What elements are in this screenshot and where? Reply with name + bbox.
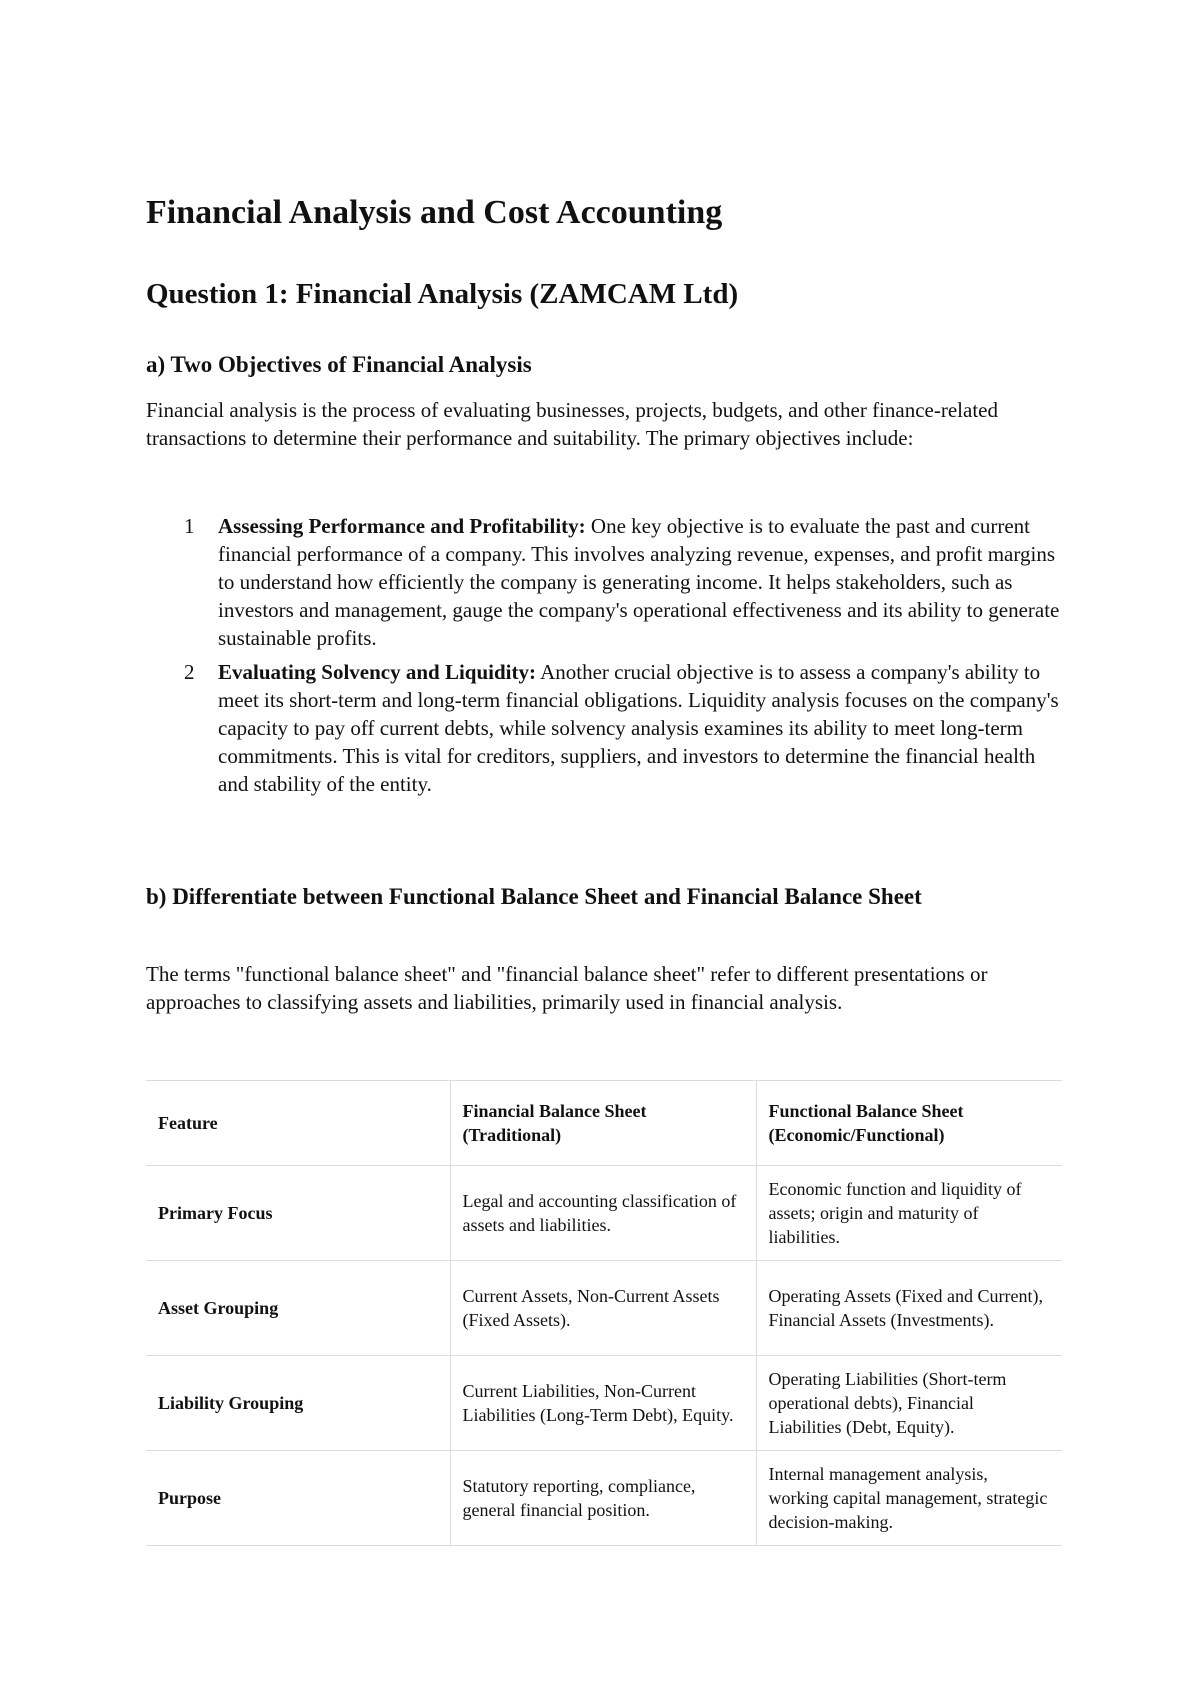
table-header-cell: Financial Balance Sheet (Traditional) [450,1081,756,1166]
table-cell: Operating Liabilities (Short-term operational debts), Financial Liabilities (Debt, Equity). [756,1356,1062,1451]
table-row [146,1166,1062,1261]
table-cell-feature: Liability Grouping [146,1356,450,1451]
document-title: Financial Analysis and Cost Accounting [146,194,723,231]
list-item-text: One key objective is to evaluate the past and current financial performance of a company. This involves analyzing revenue, expenses, and profit margins to understand how efficiently the company is generating income. It helps stakeholders, such as investors and management, gauge the company's operational effectiveness and its ability to generate sustainable profits. [218,514,1060,650]
table-header-row [146,1081,1062,1166]
table-cell-feature: Asset Grouping [146,1261,450,1356]
list-item-number: 2 [184,660,195,684]
section-a-intro: Financial analysis is the process of evaluating businesses, projects, budgets, and other finance-related transactions to determine their performance and suitability. The primary objectives include: [146,398,998,450]
list-item-title: Assessing Performance and Profitability: [218,514,586,538]
table-cell: Current Assets, Non-Current Assets (Fixed Assets). [450,1261,756,1356]
table-cell-feature: Purpose [146,1451,450,1546]
table-row [146,1356,1062,1451]
table-cell: Statutory reporting, compliance, general financial position. [450,1451,756,1546]
comparison-table [146,1080,1062,1546]
table-cell: Internal management analysis, working capital management, strategic decision-making. [756,1451,1062,1546]
section-b-intro: The terms "functional balance sheet" and "financial balance sheet" refer to different presentations or approaches to classifying assets and liabilities, primarily used in financial analysis. [146,962,988,1014]
table-cell: Economic function and liquidity of assets; origin and maturity of liabilities. [756,1166,1062,1261]
table-cell: Legal and accounting classification of assets and liabilities. [450,1166,756,1261]
list-item-title: Evaluating Solvency and Liquidity: [218,660,537,684]
table-cell: Current Liabilities, Non-Current Liabilities (Long-Term Debt), Equity. [450,1356,756,1451]
list-item-text: Another crucial objective is to assess a company's ability to meet its short-term and long-term financial obligations. Liquidity analysis focuses on the company's capacity to pay off current debts, while solvency analysis examines its ability to meet long-term commitments. This is vital for creditors, suppliers, and investors to determine the financial health and stability of the entity. [218,660,1059,796]
section-a-heading: a) Two Objectives of Financial Analysis [146,352,532,377]
list-item-number: 1 [184,514,195,538]
table-row [146,1451,1062,1546]
list-item [146,658,1068,798]
table-header-cell: Feature [146,1081,450,1166]
section-b-heading: b) Differentiate between Functional Balance Sheet and Financial Balance Sheet [146,884,922,909]
list-item [146,512,1068,652]
table-cell-feature: Primary Focus [146,1166,450,1261]
table-row [146,1261,1062,1356]
table-header-cell: Functional Balance Sheet (Economic/Functional) [756,1081,1062,1166]
question-heading: Question 1: Financial Analysis (ZAMCAM Ltd) [146,278,739,310]
table-cell: Operating Assets (Fixed and Current), Financial Assets (Investments). [756,1261,1062,1356]
objectives-list [146,512,1062,804]
